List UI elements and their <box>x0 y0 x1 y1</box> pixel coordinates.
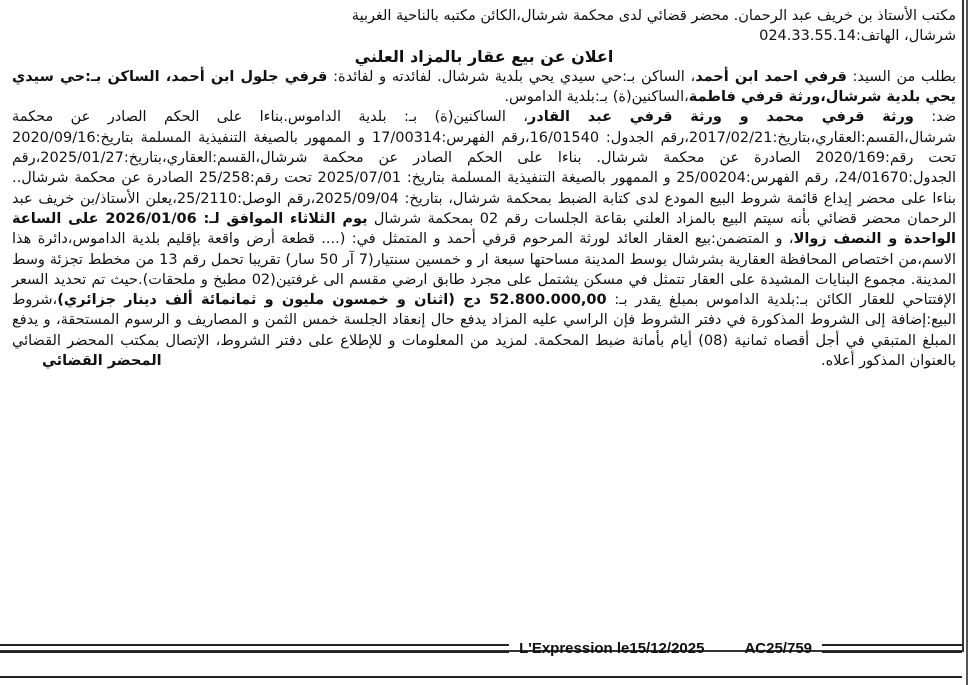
bottom-rule <box>0 676 962 678</box>
body-paragraph: ضد: ورثة قرفي محمد و ورثة قرفي عبد القادر، الساكنين(ة) بـ: بلدية الداموس.بناءا على الحكم الصادر عن محكمة شرشال،القسم:العقاري،بتاريخ:2017/02/21،رقم الجدول: 16/01540،رقم الفهرس:17/00314 و الممهور بالصيغة التنفيذية المسلمة بتاريخ:2020/09/16 تحت رقم:2020/169 الصادرة عن محكمة شرشال. بناءا على الحكم الصادر عن محكمة شرشال،القسم:العقاري،بتاريخ:2025/01/27،رقم الجدول:24/01670، رقم الفهرس:25/00204 و الممهور بالصيغة التنفيذية المسلمة بتاريخ: 2025/07/01 تحت رقم:25/258 الصادرة عن محكمة شرشال.. بناءا على محضر إيداع قائمة شروط البيع المودع لدى كتابة الضبط بمحكمة شرشال، بتاريخ: 2025/09/04،رقم الوصل:25/2110،يعلن الأستاذ/بن خريف عبد الرحمان محضر قضائي بأنه سيتم البيع بالمزاد العلني بقاعة الجلسات رقم 02 بمحكمة شرشال يوم الثلاثاء الموافق لـ: 2026/01/06 على الساعة الواحدة و النصف زوالا، و المتضمن:بيع العقار العائد لورثة المرحوم قرفي أحمد و المتمثل في: (.... قطعة أرض واقعة بإقليم بلدية الداموس،دائرة هذا الاسم،من اختصاص المحافظة العقارية بشرشال بوسط المدينة مساحتها سبعة ار و خمسين سنتيار(7 آر 50 سار) تقريبا تحمل رقم 13 من مخطط تجزئة وسط المدينة. مجموع البنايات المشيدة على العقار تتمثل في مسكن يشتمل على مجرد طابق ارضي مقسم الى غرفتين(02 مطبخ و ملحقات).حيث تم تحديد السعر الإفتتاحي للعقار الكائن بـ:بلدية الداموس بمبلغ يقدر بـ: 52.800.000,00 دج (اثنان و خمسون مليون و ثمانمائة ألف دينار جزائري)،شروط البيع:إضافة إلى الشروط المذكورة في دفتر الشروط فإن الراسي عليه المزاد يدفع حال إنعقاد الجلسة خمس الثمن و المصاريف و الرسوم المستحقة، و يدفع المبلغ المتبقي في أجل أقصاه ثمانية (08) أيام بأمانة ضبط المحكمة. لمزيد من المعلومات و للإطلاع على دفتر الشروط، الإتصال بمكتب المحضر القضائي بالعنوان المذكور أعلاه. <box>12 109 957 370</box>
sale-date: يوم الثلاثاء الموافق لـ: 2026/01/06 على الساعة الواحدة و النصف زوالا <box>12 210 956 248</box>
footer-rule-right <box>822 644 962 653</box>
applicant-paragraph: بطلب من السيد: قرفي احمد ابن أحمد، الساكن بـ:حي سيدي يحي بلدية شرشال. لفائدته و لفائدة: قرفي جلول ابن أحمد، الساكن بـ:حي سيدي يحي بلدية شرشال،ورثة قرفي فاطمة،الساكنين(ة) بـ:بلدية الداموس. <box>12 68 956 106</box>
reference-label: AC25/759 <box>744 639 812 657</box>
publication-label: L'Expression le15/12/2025 <box>519 639 705 657</box>
column-rule <box>966 0 968 685</box>
header-office: مكتب الأستاذ بن خريف عبد الرحمان. محضر قضائي لدى محكمة شرشال،الكائن مكتبه بالناحية الغربية شرشال، الهاتف:024.33.55.14 <box>351 8 956 45</box>
opening-price: 52.800.000,00 دج (اثنان و خمسون مليون و ثمانمائة ألف دينار جزائري) <box>57 292 607 309</box>
signature: المحضر القضائي <box>42 353 162 370</box>
notice-body <box>12 6 956 372</box>
footer-bar <box>0 636 962 660</box>
notice-title: اعلان عن بيع عقار بالمزاد العلني <box>354 46 614 66</box>
footer-rule-left <box>0 644 509 653</box>
